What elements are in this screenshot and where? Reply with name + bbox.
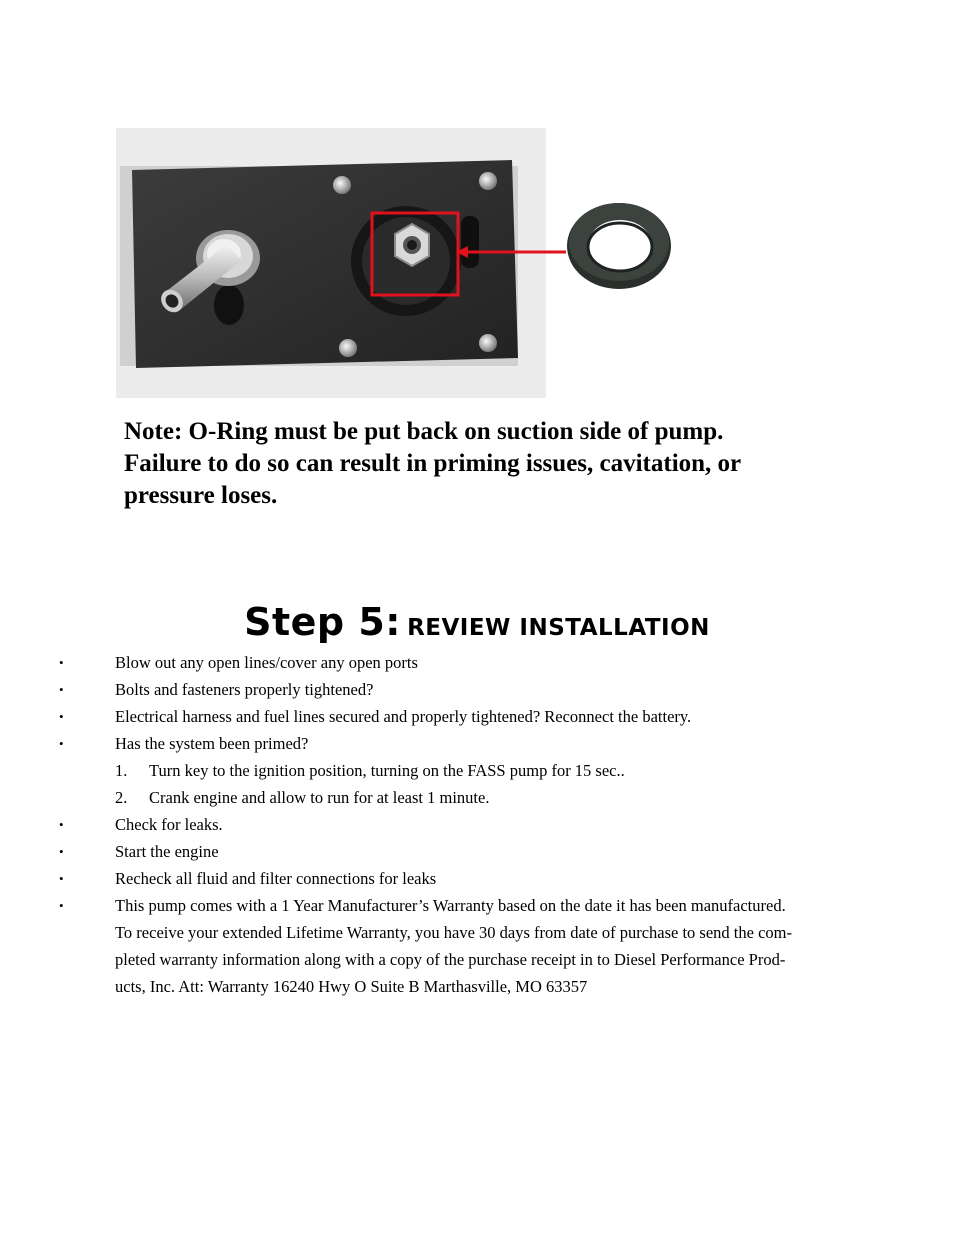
sub-item-text: Turn key to the ignition position, turning on the FASS pump for 15 sec.. [149, 761, 625, 780]
bullet-icon: • [59, 655, 64, 670]
list-item [0, 838, 954, 865]
list-item-text: Start the engine [115, 842, 219, 861]
list-item [0, 649, 954, 676]
sub-item-number: 2. [115, 788, 128, 807]
warranty-item [0, 892, 954, 1000]
sub-item [0, 757, 954, 784]
list-item-text: Electrical harness and fuel lines secured and properly tightened? Reconnect the battery. [115, 707, 692, 726]
list-item [0, 730, 954, 757]
warranty-line: pleted warranty information along with a copy of the purchase receipt in to Diesel Performance Prod- [115, 950, 786, 969]
step-title: REVIEW INSTALLATION [407, 615, 710, 641]
list-item [0, 676, 954, 703]
bullet-icon: • [59, 682, 64, 697]
bullet-icon: • [59, 817, 64, 832]
warranty-paragraph [115, 892, 905, 1000]
list-item-text: Bolts and fasteners properly tightened? [115, 680, 374, 699]
bullet-icon: • [59, 709, 64, 724]
sub-item-text: Crank engine and allow to run for at least 1 minute. [149, 788, 490, 807]
o-ring-note [124, 416, 844, 512]
bullet-icon: • [59, 898, 64, 913]
pump-photo [116, 128, 686, 398]
bullet-icon: • [59, 844, 64, 859]
list-item-text: Recheck all fluid and filter connections for leaks [115, 869, 437, 888]
warranty-line: This pump comes with a 1 Year Manufacturer’s Warranty based on the date it has been manufactured. [115, 896, 786, 915]
list-item-text: Check for leaks. [115, 815, 223, 834]
note-line-2: Failure to do so can result in priming issues, cavitation, or [124, 450, 742, 477]
bullet-icon: • [59, 871, 64, 886]
sub-item [0, 784, 954, 811]
step-label: Step 5: [244, 600, 401, 644]
note-line-1: Note: O-Ring must be put back on suction side of pump. [124, 418, 724, 445]
list-item [0, 811, 954, 838]
sub-item-number: 1. [115, 761, 128, 780]
list-item-text: Has the system been primed? [115, 734, 309, 753]
step-heading [0, 600, 954, 644]
warranty-line: ucts, Inc. Att: Warranty 16240 Hwy O Suite B Marthasville, MO 63357 [115, 977, 588, 996]
warranty-line: To receive your extended Lifetime Warranty, you have 30 days from date of purchase to send the com- [115, 923, 792, 942]
list-item-text: Blow out any open lines/cover any open ports [115, 653, 418, 672]
note-line-3: pressure loses. [124, 482, 278, 509]
list-item [0, 865, 954, 892]
list-item [0, 703, 954, 730]
bullet-icon: • [59, 736, 64, 751]
